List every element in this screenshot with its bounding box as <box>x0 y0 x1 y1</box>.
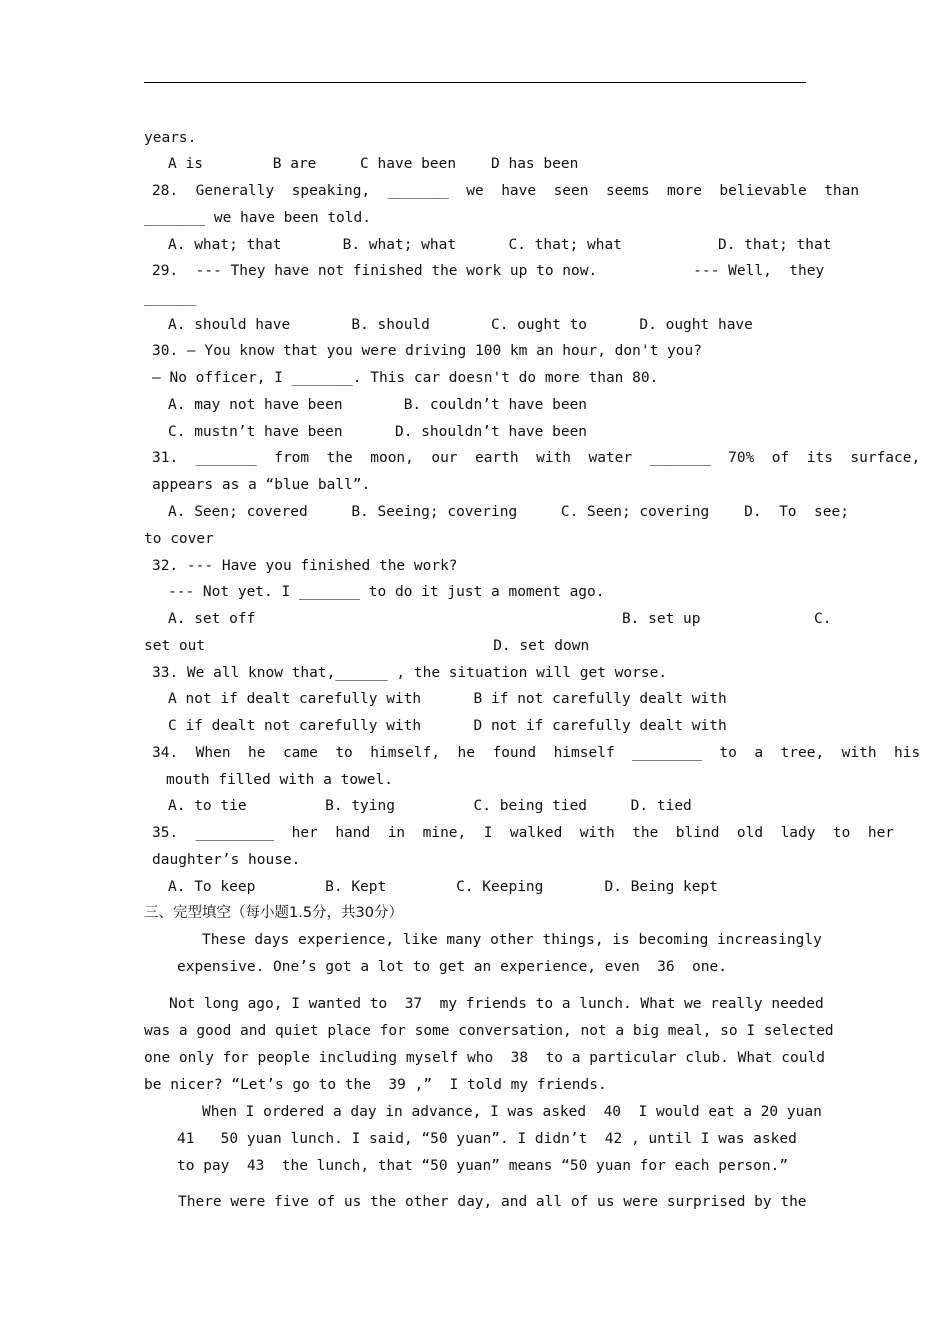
passage-line: one only for people including myself who 38 to a particular club. What could <box>144 1050 825 1066</box>
text-line: daughter’s house. <box>152 852 301 868</box>
passage-line: was a good and quiet place for some conversation, not a big meal, so I selected <box>144 1023 834 1039</box>
text-line: appears as a “blue ball”. <box>152 477 371 493</box>
section-heading: 三、完型填空（每小题1.5分，共30分） <box>144 905 404 921</box>
option-line: C if dealt not carefully with D not if carefully dealt with <box>168 718 727 734</box>
option-line: A. should have B. should C. ought to D. ought have <box>168 317 753 333</box>
text-line: mouth filled with a towel. <box>166 772 393 788</box>
text-line: — No officer, I _______. This car doesn't do more than 80. <box>152 370 659 386</box>
passage-line: 41 50 yuan lunch. I said, “50 yuan”. I didn’t 42 , until I was asked <box>177 1131 797 1147</box>
option-line: A. may not have been B. couldn’t have been <box>168 397 588 413</box>
option-line: A. what; that B. what; what C. that; what D. that; that <box>168 237 832 253</box>
question-35: 35. _________ her hand in mine, I walked with the blind old lady to her <box>152 825 895 841</box>
passage-line: expensive. One’s got a lot to get an experience, even 36 one. <box>177 959 727 975</box>
question-28: 28. Generally speaking, _______ we have seen seems more believable than <box>152 183 860 199</box>
option-line: A. To keep B. Kept C. Keeping D. Being kept <box>168 879 718 895</box>
question-31: 31. _______ from the moon, our earth with water _______ 70% of its surface, <box>152 450 921 466</box>
header-rule <box>144 82 806 83</box>
passage-line: There were five of us the other day, and all of us were surprised by the <box>178 1194 807 1210</box>
passage-line: be nicer? “Let’s go to the 39 ,” I told my friends. <box>144 1077 607 1093</box>
option-line: A. Seen; covered B. Seeing; covering C. Seen; covering D. To see; <box>168 504 849 520</box>
text-line: years. <box>144 130 197 146</box>
passage-line: These days experience, like many other things, is becoming increasingly <box>202 932 822 948</box>
question-32: 32. --- Have you finished the work? <box>152 558 458 574</box>
text-line: --- Not yet. I _______ to do it just a moment ago. <box>168 584 605 600</box>
question-29: 29. --- They have not finished the work up to now. --- Well, they <box>152 263 825 279</box>
option-line: A not if dealt carefully with B if not carefully dealt with <box>168 691 727 707</box>
option-line: A is B are C have been D has been <box>168 156 579 172</box>
option-line: A. to tie B. tying C. being tied D. tied <box>168 798 692 814</box>
option-line: C. mustn’t have been D. shouldn’t have been <box>168 424 588 440</box>
passage-line: to pay 43 the lunch, that “50 yuan” means “50 yuan for each person.” <box>177 1158 789 1174</box>
text-line: ______ <box>144 290 197 306</box>
question-33: 33. We all know that,______ , the situation will get worse. <box>152 665 668 681</box>
passage-line: Not long ago, I wanted to 37 my friends to a lunch. What we really needed <box>169 996 824 1012</box>
text-line: set out D. set down <box>144 638 590 654</box>
passage-line: When I ordered a day in advance, I was asked 40 I would eat a 20 yuan <box>202 1104 822 1120</box>
question-30: 30. — You know that you were driving 100 km an hour, don't you? <box>152 343 702 359</box>
option-line: A. set off B. set up C. <box>168 611 832 627</box>
text-line: _______ we have been told. <box>144 210 371 226</box>
text-line: to cover <box>144 531 214 547</box>
question-34: 34. When he came to himself, he found himself ________ to a tree, with his <box>152 745 921 761</box>
